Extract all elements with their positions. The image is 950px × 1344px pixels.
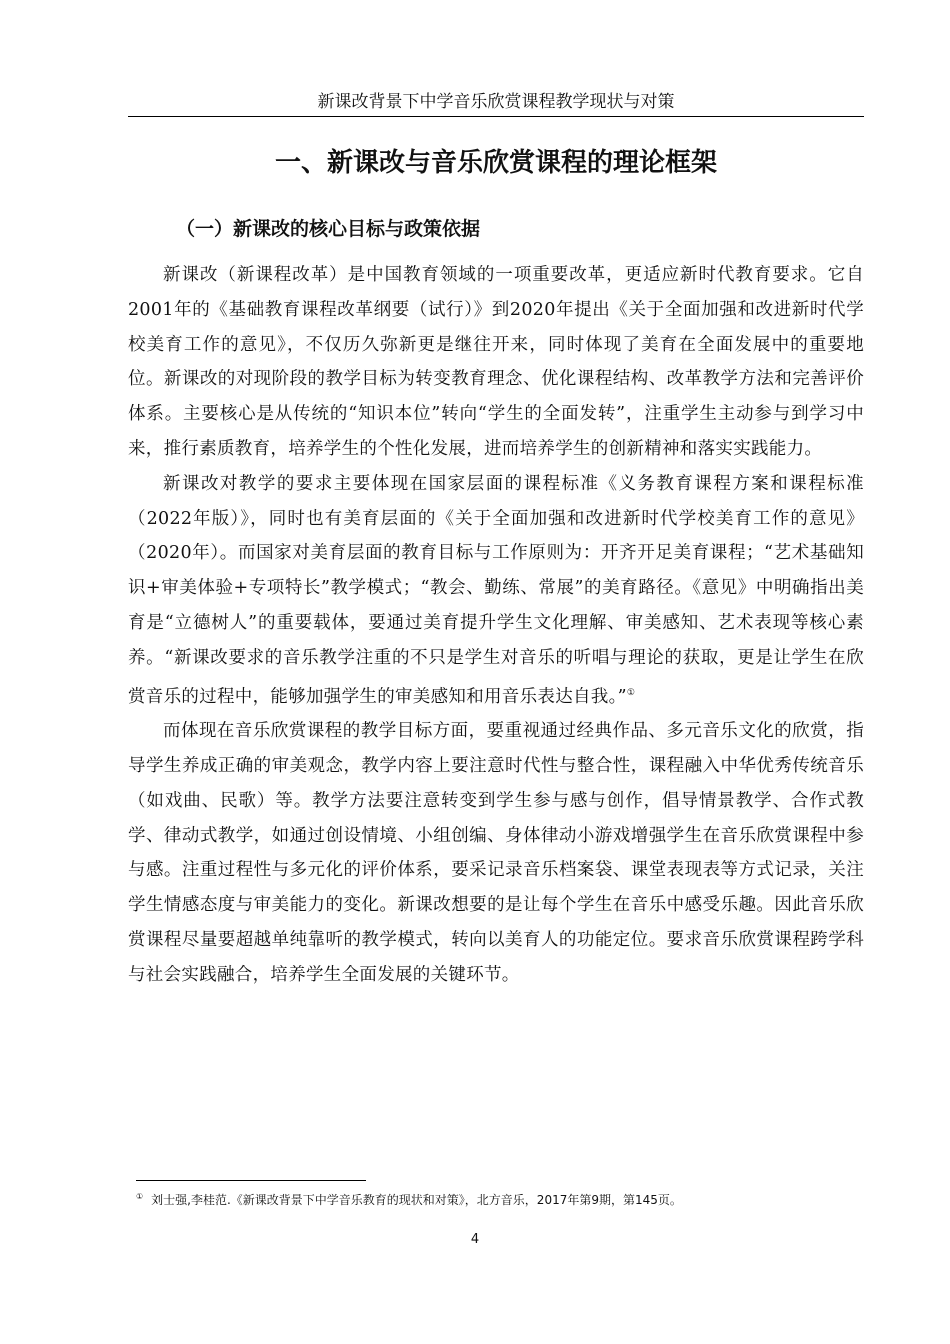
chapter-title: 一、新课改与音乐欣赏课程的理论框架: [274, 148, 717, 178]
footnote-reference[interactable]: ①: [626, 687, 635, 698]
paragraph-2-text: 新课改对教学的要求主要体现在国家层面的课程标准《义务教育课程方案和课程标准（2022年版）》，同时也有美育层面的《关于全面加强和改进新时代学校美育工作的意见》（2020年）。而国家对美育层面的教育目标与工作原则为：开齐开足美育课程；“艺术基础知识+审美体验+专项特长”教学模式；“教会、勤练、常展”的美育路径。《意见》中明确指出美育是“立德树人”的重要载体，要通过美育提升学生文化理解、审美感知、艺术表现等核心素养。“新课改要求的音乐教学注重的不只是学生对音乐的听唱与理论的获取，更是让学生在欣赏音乐的过程中，能够加强学生的审美感知和用音乐表达自我。”: [128, 473, 864, 707]
footnote-separator: [136, 1180, 366, 1181]
page-number: 4: [470, 1232, 480, 1247]
footnote: [136, 1188, 866, 1209]
section-title: （一）新课改的核心目标与政策依据: [176, 218, 481, 240]
paragraph-2: [128, 467, 864, 714]
footnote-mark: ①: [136, 1192, 144, 1201]
footnote-text: 刘士强,李桂范.《新课改背景下中学音乐教育的现状和对策》，北方音乐，2017年第9期，第145页。: [151, 1193, 682, 1207]
running-header: 新课改背景下中学音乐欣赏课程教学现状与对策: [128, 88, 864, 117]
paragraph-3: 而体现在音乐欣赏课程的教学目标方面，要重视通过经典作品、多元音乐文化的欣赏，指导学生养成正确的审美观念，教学内容上要注意时代性与整合性，课程融入中华优秀传统音乐（如戏曲、民歌）等。教学方法要注意转变到学生参与感与创作，倡导情景教学、合作式教学、律动式教学，如通过创设情境、小组创编、身体律动小游戏增强学生在音乐欣赏课程中参与感。注重过程性与多元化的评价体系，要采记录音乐档案袋、课堂表现表等方式记录，关注学生情感态度与审美能力的变化。新课改想要的是让每个学生在音乐中感受乐趣。因此音乐欣赏课程尽量要超越单纯靠听的教学模式，转向以美育人的功能定位。要求音乐欣赏课程跨学科与社会实践融合，培养学生全面发展的关键环节。: [128, 721, 864, 985]
body-text: [128, 258, 864, 993]
paragraph-1: 新课改（新课程改革）是中国教育领域的一项重要改革，更适应新时代教育要求。它自2001年的《基础教育课程改革纲要（试行）》到2020年提出《关于全面加强和改进新时代学校美育工作的意见》，不仅历久弥新更是继往开来，同时体现了美育在全面发展中的重要地位。新课改的对现阶段的教学目标为转变教育理念、优化课程结构、改革教学方法和完善评价体系。主要核心是从传统的“知识本位”转向“学生的全面发转”，注重学生主动参与到学习中来，推行素质教育，培养学生的个性化发展，进而培养学生的创新精神和落实实践能力。: [128, 265, 864, 459]
